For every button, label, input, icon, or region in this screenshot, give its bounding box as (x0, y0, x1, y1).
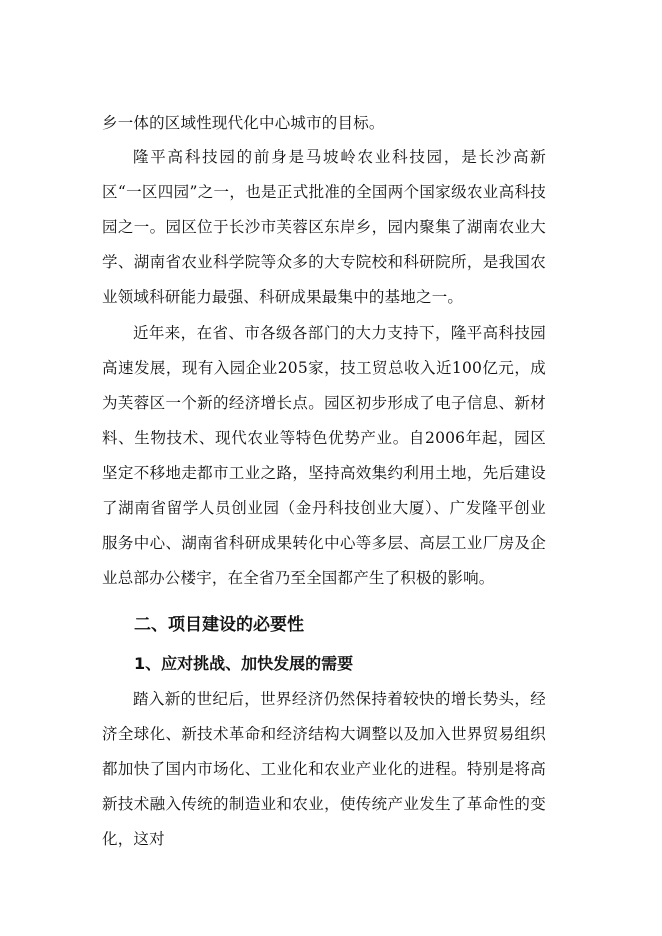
paragraph-continuation (102, 106, 546, 141)
subsection-heading: 1、应对挑战、加快发展的需要 (134, 654, 354, 673)
section-heading: 二、项目建设的必要性 (134, 615, 304, 635)
paragraph-text: 近年来，在省、市各级各部门的大力支持下，隆平高科技园高速发展，现有入园企业205家，技工贸总收入近100亿元，成为芙蓉区一个新的经济增长点。园区初步形成了电子信息、新材料、生物技术、现代农业等特色优势产业。自2006年起，园区坚定不移地走都市工业之路，坚持高效集约利用土地，先后建设了湖南省留学人员创业园（金丹科技创业大厦）、广发隆平创业服务中心、湖南省科研成果转化中心等多层、高层工业厂房及企业总部办公楼宇，在全省乃至全国都产生了积极的影响。 (102, 324, 546, 587)
paragraph-park-development (102, 316, 546, 596)
paragraph-park-history (102, 140, 546, 315)
paragraph-new-century (102, 682, 546, 857)
paragraph-text: 隆平高科技园的前身是马坡岭农业科技园，是长沙高新区“一区四园”之一，也是正式批准的全国两个国家级农业高科技园之一。园区位于长沙市芙蓉区东岸乡，园内聚集了湖南农业大学、湖南省农业科学院等众多的大专院校和科研院所，是我国农业领域科研能力最强、科研成果最集中的基地之一。 (102, 148, 546, 306)
paragraph-text: 乡一体的区域性现代化中心城市的目标。 (102, 114, 385, 132)
paragraph-text: 踏入新的世纪后，世界经济仍然保持着较快的增长势头，经济全球化、新技术革命和经济结构大调整以及加入世界贸易组织都加快了国内市场化、工业化和农业产业化的进程。特别是将高新技术融入传统的制造业和农业，使传统产业发生了革命性的变化，这对 (102, 690, 546, 848)
